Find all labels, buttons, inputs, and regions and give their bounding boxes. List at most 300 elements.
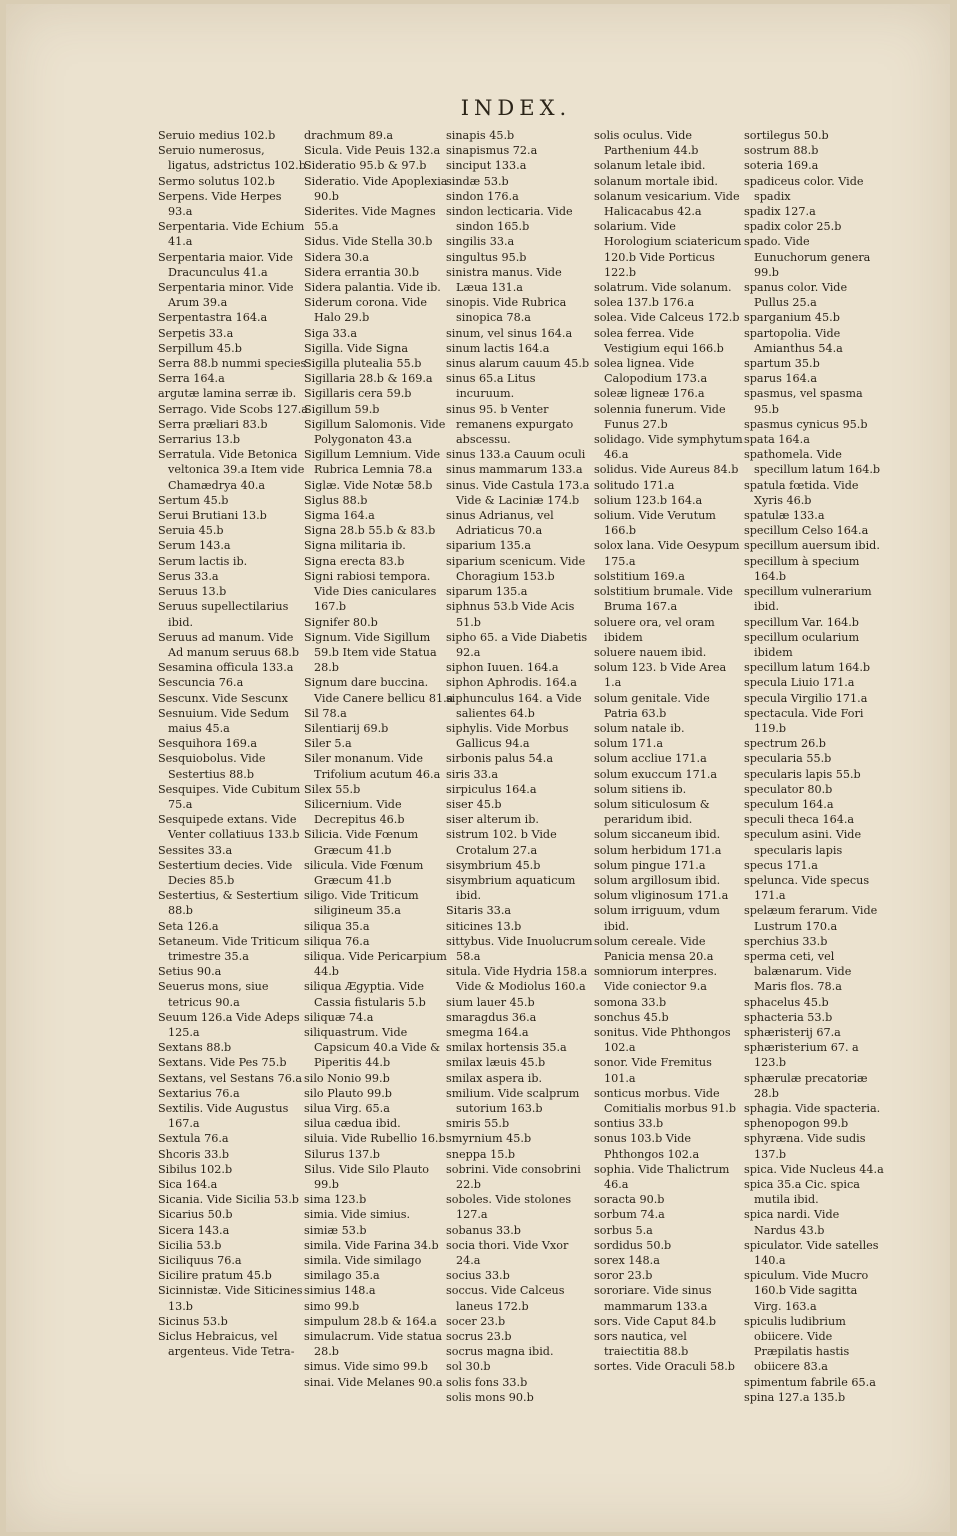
index-entry: solennia funerum. Vide Funus 27.b (594, 402, 726, 431)
index-entry: solis fons 33.b (446, 1375, 528, 1389)
index-entry: solum argillosum ibid. (594, 873, 721, 887)
index-entry: sphyræna. Vide sudis 137.b (744, 1132, 866, 1161)
index-entry: sinciput 133.a (446, 159, 527, 173)
index-entry: siser alterum ib. (446, 813, 539, 827)
index-entry: solanum letale ibid. (594, 159, 706, 173)
index-entry: sobrini. Vide consobrini 22.b (446, 1162, 581, 1192)
index-entry: sors nautica, vel traiectitia 88.b (594, 1330, 689, 1359)
index-entry: socia thori. Vide Vxor 24.a (446, 1238, 569, 1268)
index-entry: specillum Var. 164.b (744, 615, 859, 629)
index-entry: sinai. Vide Melanes 90.a (304, 1375, 443, 1389)
index-entry: sperma ceti, vel balænarum. Vide Maris flos. 78.a (744, 949, 852, 994)
index-entry: siparum 135.a (446, 585, 528, 599)
index-entry: siparium scenicum. Vide Choragium 153.b (446, 554, 586, 583)
index-entry: sorbus 5.a (594, 1223, 653, 1237)
index-entry: Sicinus 53.b (158, 1314, 228, 1328)
index-entry: spartopolia. Vide Amianthus 54.a (744, 326, 843, 355)
index-entry: sima 123.b (304, 1193, 367, 1207)
index-entry: solstitium 169.a (594, 569, 685, 583)
index-entry: solum pingue 171.a (594, 858, 706, 872)
index-entry: Serum 143.a (158, 539, 231, 553)
index-entry: siphnus 53.b Vide Acis 51.b (446, 600, 575, 629)
index-entry: sororiare. Vide sinus mammarum 133.a (594, 1284, 712, 1313)
index-entry: spartum 35.b (744, 357, 820, 371)
index-entry: drachmum 89.a (304, 129, 394, 142)
index-entry: simiæ 53.b (304, 1223, 367, 1237)
index-entry: spica nardi. Vide Nardus 43.b (744, 1208, 840, 1237)
index-entry: sphærulæ precatoriæ 28.b (744, 1071, 868, 1100)
index-entry: Sigillum 59.b (304, 402, 380, 416)
index-entry: Siciliquus 76.a (158, 1254, 242, 1268)
index-entry: sinapismus 72.a (446, 144, 538, 158)
index-entry: Siler monanum. Vide Trifolium acutum 46.a (304, 752, 441, 781)
index-entry: sistrum 102. b Vide Crotalum 27.a (446, 828, 557, 857)
index-entry: Sideratio. Vide Apoplexia 90.b (304, 174, 448, 203)
index-entry: somona 33.b (594, 995, 667, 1009)
index-entry: sium lauer 45.b (446, 995, 535, 1009)
index-entry: solum siccaneum ibid. (594, 828, 721, 842)
index-entry: Sessites 33.a (158, 843, 233, 857)
index-entry: Setaneum. Vide Triticum trimestre 35.a (158, 934, 300, 963)
index-entry: Sigillaris cera 59.b (304, 387, 412, 401)
index-entry: spectrum 26.b (744, 737, 826, 751)
index-entry: siphon Iuuen. 164.a (446, 661, 559, 675)
index-entry: Signifer 80.b (304, 615, 378, 629)
index-entry: silo Nonio 99.b (304, 1071, 390, 1085)
index-entry: Sesquipes. Vide Cubitum 75.a (158, 782, 301, 811)
index-entry: spelunca. Vide specus 171.a (744, 873, 870, 903)
index-entry: similago 35.a (304, 1269, 380, 1283)
index-entry: Seta 126.a (158, 919, 219, 933)
index-entry: sinus 65.a Litus incuruum. (446, 372, 536, 401)
index-entry: specillum vulnerarium ibid. (744, 585, 872, 614)
index-entry: silua Virg. 65.a (304, 1102, 390, 1115)
index-entry: sonitus. Vide Phthongos 102.a (594, 1025, 731, 1055)
index-entry: smilax aspera ib. (446, 1071, 543, 1085)
book-page (6, 4, 950, 1532)
index-entry: Sestertius, & Sestertium 88.b (158, 889, 299, 918)
index-entry: soluere ora, vel oram ibidem (594, 615, 715, 644)
index-entry: speculi theca 164.a (744, 813, 855, 827)
index-entry: sperchius 33.b (744, 934, 828, 948)
index-entry: socius 33.b (446, 1269, 510, 1283)
index-entry: simila. Vide Farina 34.b (304, 1238, 439, 1252)
index-entry: Sextans. Vide Pes 75.b (158, 1056, 287, 1070)
index-entry: Silus. Vide Silo Plauto 99.b (304, 1162, 430, 1192)
index-entry: Serra 164.a (158, 372, 225, 386)
index-entry: sphacelus 45.b (744, 995, 829, 1009)
index-entry: solum 171.a (594, 737, 664, 751)
index-entry: speculum asini. Vide specularis lapis (744, 828, 862, 857)
index-entry: spasmus cynicus 95.b (744, 417, 868, 431)
index-entry: Sicera 143.a (158, 1223, 230, 1237)
index-entry: sinus 95. b Venter remanens expurgato abscessu. (446, 402, 574, 447)
index-entry: Seuerus mons, siue tetricus 90.a (158, 980, 269, 1009)
index-entry: siphon Aphrodis. 164.a (446, 676, 577, 690)
index-entry: Sextilis. Vide Augustus 167.a (158, 1102, 289, 1131)
index-entry: spanus color. Vide Pullus 25.a (744, 281, 848, 310)
index-entry: Serpentaria maior. Vide Dracunculus 41.a (158, 250, 294, 279)
index-entry: Shcoris 33.b (158, 1147, 230, 1161)
index-entry: socrus magna ibid. (446, 1345, 554, 1359)
index-entry: solea 137.b 176.a (594, 296, 695, 310)
index-entry: solum 123. b Vide Area 1.a (594, 661, 727, 690)
index-entry: smyrnium 45.b (446, 1132, 532, 1146)
index-entry: Sideratio 95.b & 97.b (304, 159, 427, 173)
index-entry: Sigillum Lemnium. Vide Rubrica Lemnia 78.a (304, 448, 441, 477)
index-column-1 (158, 128, 308, 1359)
index-entry: solis mons 90.b (446, 1390, 534, 1404)
index-entry: Sextarius 76.a (158, 1086, 240, 1100)
index-entry: Sidera errantia 30.b (304, 265, 420, 279)
index-entry: solum natale ib. (594, 721, 685, 735)
index-entry: spectacula. Vide Fori 119.b (744, 706, 864, 735)
index-entry: siphylis. Vide Morbus Gallicus 94.a (446, 721, 569, 751)
index-entry: Sesquiobolus. Vide Sestertius 88.b (158, 752, 266, 781)
index-entry: sinus mammarum 133.a (446, 463, 583, 477)
index-entry: sortilegus 50.b (744, 129, 829, 142)
index-entry: solum vliginosum 171.a (594, 889, 729, 903)
index-entry: Seruio numerosus, ligatus, adstrictus 102.b (158, 144, 306, 173)
index-entry: soracta 90.b (594, 1193, 665, 1207)
index-entry: siliqua 76.a (304, 934, 370, 948)
index-entry: spiculator. Vide satelles 140.a (744, 1238, 879, 1268)
index-entry: sisymbrium 45.b (446, 858, 541, 872)
index-entry: sphenopogon 99.b (744, 1117, 849, 1131)
index-entry: Signum dare buccina. Vide Canere bellicu 81.a (304, 676, 454, 705)
index-entry: Seruus ad manum. Vide Ad manum seruus 68.b (158, 630, 300, 659)
index-entry: spadix color 25.b (744, 220, 842, 234)
index-entry: specillum à specium 164.b (744, 554, 860, 583)
index-entry: solum accliue 171.a (594, 752, 707, 766)
index-entry: Sigilla plutealia 55.b (304, 357, 422, 371)
index-entry: Sicilia 53.b (158, 1238, 222, 1252)
index-entry: Sidera 30.a (304, 250, 370, 264)
index-entry: Sesquipede extans. Vide Venter collatiuus 133.b (158, 813, 300, 842)
index-entry: silo Plauto 99.b (304, 1086, 392, 1100)
index-entry: Sermo solutus 102.b (158, 174, 275, 188)
index-entry: Sicinnistæ. Vide Siticines 13.b (158, 1284, 303, 1313)
index-entry: Sidus. Vide Stella 30.b (304, 235, 433, 249)
index-entry: spiculis ludibrium obiicere. Vide Præpilatis hastis obiicere 83.a (744, 1314, 850, 1374)
index-entry: siliquastrum. Vide Capsicum 40.a Vide & Piperitis 44.b (304, 1025, 441, 1070)
index-entry: solis oculus. Vide Parthenium 44.b (594, 129, 699, 158)
index-entry: Sesquihora 169.a (158, 737, 258, 751)
index-entry: sinum, vel sinus 164.a (446, 326, 573, 340)
index-entry: Signa erecta 83.b (304, 554, 405, 568)
index-entry: sinum lactis 164.a (446, 341, 550, 355)
index-entry: Sertum 45.b (158, 493, 229, 507)
index-entry: Serpens. Vide Herpes 93.a (158, 189, 282, 219)
index-entry: siticines 13.b (446, 919, 522, 933)
index-entry: solanum vesicarium. Vide Halicacabus 42.a (594, 189, 740, 219)
index-entry: Silentiarij 69.b (304, 721, 389, 735)
index-entry: simila. Vide similago (304, 1254, 422, 1268)
index-entry: siluia. Vide Rubellio 16.b (304, 1132, 446, 1146)
index-entry: Serra 88.b nummi species (158, 357, 307, 371)
index-entry: smaragdus 36.a (446, 1010, 537, 1024)
index-entry: siliqua Ægyptia. Vide Cassia fistularis 5.b (304, 980, 426, 1009)
index-entry: spadiceus color. Vide spadix (744, 174, 864, 203)
index-entry: Sextans 88.b (158, 1041, 232, 1055)
index-entry: singilis 33.a (446, 235, 515, 249)
index-column-3 (446, 128, 596, 1405)
index-entry: simius 148.a (304, 1284, 376, 1298)
index-entry: situla. Vide Hydria 158.a Vide & Modiolus 160.a (446, 965, 588, 994)
index-entry: Sibilus 102.b (158, 1162, 233, 1176)
index-entry: spiculum. Vide Mucro 160.b Vide sagitta Virg. 163.a (744, 1269, 869, 1313)
index-entry: sittybus. Vide Inuolucrum 58.a (446, 934, 593, 963)
index-entry: solitudo 171.a (594, 478, 675, 492)
index-entry: Serrago. Vide Scobs 127.a (158, 402, 308, 416)
index-entry: Serpillum 45.b (158, 341, 242, 355)
index-entry: sonor. Vide Fremitus 101.a (594, 1056, 712, 1085)
index-entry: Sicania. Vide Sicilia 53.b (158, 1193, 299, 1207)
index-entry: Sextula 76.a (158, 1132, 229, 1146)
index-entry: solum sitiens ib. (594, 782, 687, 796)
index-entry: Signum. Vide Sigillum 59.b Item vide Statua 28.b (304, 630, 437, 675)
index-entry: sirpiculus 164.a (446, 782, 537, 796)
index-entry: Sicarius 50.b (158, 1208, 233, 1222)
index-entry: soccus. Vide Calceus laneus 172.b (446, 1284, 565, 1313)
index-entry: sobanus 33.b (446, 1223, 521, 1237)
index-entry: spadix 127.a (744, 205, 816, 219)
index-entry: Siglus 88.b (304, 493, 368, 507)
index-entry: sinopis. Vide Rubrica sinopica 78.a (446, 296, 567, 325)
index-entry: Sigillaria 28.b & 169.a (304, 372, 433, 386)
index-entry: Serus 33.a (158, 569, 219, 583)
index-entry: soteria 169.a (744, 159, 819, 173)
index-entry: somniorum interpres. Vide coniector 9.a (594, 965, 717, 994)
index-entry: sostrum 88.b (744, 144, 819, 158)
index-entry: siligo. Vide Triticum siligineum 35.a (304, 889, 419, 918)
index-entry: solidus. Vide Aureus 84.b (594, 463, 739, 477)
index-entry: smilax læuis 45.b (446, 1056, 546, 1070)
index-entry: solum genitale. Vide Patria 63.b (594, 691, 710, 720)
index-entry: specularia 55.b (744, 752, 832, 766)
index-entry: spimentum fabrile 65.a (744, 1375, 876, 1389)
index-entry: sinus alarum cauum 45.b (446, 357, 590, 371)
index-entry: sipho 65. a Vide Diabetis 92.a (446, 630, 588, 659)
index-entry: silua cædua ibid. (304, 1117, 401, 1131)
index-entry: Signa militaria ib. (304, 539, 406, 553)
index-entry: simulacrum. Vide statua 28.b (304, 1330, 442, 1359)
index-entry: sphacteria 53.b (744, 1010, 833, 1024)
index-entry: siparium 135.a (446, 539, 532, 553)
index-entry: solium. Vide Verutum 166.b (594, 509, 716, 538)
index-entry: sonticus morbus. Vide Comitialis morbus 91.b (594, 1086, 736, 1115)
index-entry: sisymbrium aquaticum ibid. (446, 873, 576, 903)
index-entry: solea ferrea. Vide Vestigium equi 166.b (594, 326, 724, 355)
index-entry: simpulum 28.b & 164.a (304, 1314, 437, 1328)
index-entry: sindæ 53.b (446, 174, 509, 188)
index-entry: solox lana. Vide Oesypum 175.a (594, 539, 740, 568)
index-entry: Sigma 164.a (304, 509, 375, 523)
index-entry: Siderites. Vide Magnes 55.a (304, 205, 436, 234)
index-entry: siris 33.a (446, 767, 499, 781)
index-entry: Serpetis 33.a (158, 326, 234, 340)
index-entry: spatulæ 133.a (744, 509, 825, 523)
index-entry: sphagia. Vide spacteria. (744, 1102, 881, 1115)
index-entry: Sicula. Vide Peuis 132.a (304, 144, 441, 158)
index-entry: socer 23.b (446, 1314, 506, 1328)
index-column-4 (594, 128, 744, 1375)
index-entry: sorex 148.a (594, 1254, 660, 1268)
index-entry: sinus 133.a Cauum oculi (446, 448, 586, 462)
index-entry: sneppa 15.b (446, 1147, 516, 1161)
index-entry: specus 171.a (744, 858, 818, 872)
index-entry: Seuum 126.a Vide Adeps 125.a (158, 1010, 300, 1039)
index-entry: sinistra manus. Vide Læua 131.a (446, 265, 562, 295)
index-entry: Siga 33.a (304, 326, 358, 340)
index-entry: solatrum. Vide solanum. (594, 281, 732, 295)
index-entry: Sicilire pratum 45.b (158, 1269, 272, 1283)
index-entry: sirbonis palus 54.a (446, 752, 554, 766)
index-entry: sinus Adrianus, vel Adriaticus 70.a (446, 509, 554, 538)
index-entry: Sescuncia 76.a (158, 676, 244, 690)
index-entry: socrus 23.b (446, 1330, 512, 1344)
index-entry: Siler 5.a (304, 737, 352, 751)
index-entry: Siderum corona. Vide Halo 29.b (304, 296, 428, 325)
index-entry: Serui Brutiani 13.b (158, 509, 267, 523)
index-entry: Sescunx. Vide Sescunx (158, 691, 288, 705)
index-entry: siphunculus 164. a Vide salientes 64.b (446, 691, 582, 720)
index-entry: siliqua. Vide Pericarpium 44.b (304, 949, 447, 979)
index-entry: spasmus, vel spasma 95.b (744, 387, 863, 416)
index-entry: soleæ ligneæ 176.a (594, 387, 705, 401)
index-entry: Sesamina officula 133.a (158, 661, 294, 675)
index-entry: Serpentastra 164.a (158, 311, 268, 325)
index-entry: sophia. Vide Thalictrum 46.a (594, 1162, 730, 1192)
index-entry: Serpentaria minor. Vide Arum 39.a (158, 281, 294, 310)
index-entry: simus. Vide simo 99.b (304, 1360, 428, 1374)
index-entry: solstitium brumale. Vide Bruma 167.a (594, 585, 733, 614)
index-entry: sparus 164.a (744, 372, 818, 386)
index-entry: Signi rabiosi tempora. Vide Dies caniculares 167.b (304, 569, 437, 614)
index-entry: Serra præliari 83.b (158, 417, 268, 431)
index-entry: sphæristerium 67. a 123.b (744, 1041, 859, 1070)
index-entry: sinus. Vide Castula 173.a Vide & Laciniæ 174.b (446, 478, 590, 507)
index-entry: spata 164.a (744, 433, 810, 447)
index-entry: smilax hortensis 35.a (446, 1041, 567, 1055)
index-entry: sonus 103.b Vide Phthongos 102.a (594, 1132, 700, 1161)
index-entry: sinapis 45.b (446, 129, 515, 142)
index-entry: Seruus 13.b (158, 585, 227, 599)
index-entry: Siclus Hebraicus, vel argenteus. Vide Tetra- (158, 1330, 295, 1359)
index-entry: spica 35.a Cic. spica mutila ibid. (744, 1178, 860, 1207)
index-entry: Signa 28.b 55.b & 83.b (304, 524, 436, 538)
index-entry: Serpentaria. Vide Echium 41.a (158, 220, 305, 249)
index-entry: Silex 55.b (304, 782, 361, 796)
index-entry: spathomela. Vide specillum latum 164.b (744, 448, 881, 477)
index-entry: Sesnuium. Vide Sedum maius 45.a (158, 706, 289, 735)
index-entry: Sitaris 33.a (446, 904, 512, 918)
index-entry: Sigillum Salomonis. Vide Polygonaton 43.a (304, 417, 446, 447)
index-entry: sors. Vide Caput 84.b (594, 1314, 717, 1328)
index-entry: siser 45.b (446, 797, 502, 811)
index-entry: solum exuccum 171.a (594, 767, 718, 781)
index-entry: Serrarius 13.b (158, 433, 241, 447)
index-entry: argutæ lamina serræ ib. (158, 387, 297, 401)
index-entry: Sextans, vel Sestans 76.a (158, 1071, 303, 1085)
index-entry: simo 99.b (304, 1299, 360, 1313)
index-entry: singultus 95.b (446, 250, 527, 264)
index-entry: soluere nauem ibid. (594, 645, 707, 659)
index-entry: speculator 80.b (744, 782, 833, 796)
index-entry: sortes. Vide Oraculi 58.b (594, 1360, 735, 1374)
index-entry: spelæum ferarum. Vide Lustrum 170.a (744, 904, 878, 933)
index-entry: solum siticulosum & peraridum ibid. (594, 797, 710, 827)
index-entry: sorbum 74.a (594, 1208, 665, 1222)
index-entry: solium 123.b 164.a (594, 493, 703, 507)
index-entry: sphæristerij 67.a (744, 1025, 841, 1039)
index-entry: spina 127.a 135.b (744, 1390, 846, 1404)
index-entry: Sigilla. Vide Signa (304, 341, 408, 355)
index-entry: Siglæ. Vide Notæ 58.b (304, 478, 433, 492)
index-entry: specula Virgilio 171.a (744, 691, 868, 705)
index-entry: specillum auersum ibid. (744, 539, 880, 553)
index-entry: Seruia 45.b (158, 524, 224, 538)
index-entry: specula Liuio 171.a (744, 676, 855, 690)
index-entry: specularis lapis 55.b (744, 767, 861, 781)
index-entry: solum cereale. Vide Panicia mensa 20.a (594, 934, 714, 963)
index-entry: sontius 33.b (594, 1117, 664, 1131)
index-entry: spatula fœtida. Vide Xyris 46.b (744, 478, 859, 507)
page-title: INDEX. (460, 96, 572, 120)
index-entry: spado. Vide Eunuchorum genera 99.b (744, 235, 871, 279)
index-entry: siliquæ 74.a (304, 1010, 374, 1024)
index-entry: sindon lecticaria. Vide sindon 165.b (446, 205, 573, 234)
index-entry: speculum 164.a (744, 797, 834, 811)
index-entry: sindon 176.a (446, 189, 519, 203)
index-entry: Seruio medius 102.b (158, 129, 276, 142)
index-entry: smegma 164.a (446, 1025, 529, 1039)
index-entry: solum herbidum 171.a (594, 843, 722, 857)
index-entry: Serratula. Vide Betonica veltonica 39.a Item vide Chamædrya 40.a (158, 448, 305, 492)
index-column-2 (304, 128, 454, 1390)
index-entry: smilium. Vide scalprum sutorium 163.b (446, 1086, 580, 1115)
index-entry: sparganium 45.b (744, 311, 840, 325)
index-entry: Sica 164.a (158, 1178, 218, 1192)
index-entry: Sidera palantia. Vide ib. (304, 281, 441, 295)
index-entry: Serum lactis ib. (158, 554, 248, 568)
index-entry: Setius 90.a (158, 965, 222, 979)
index-entry: solidago. Vide symphytum 46.a (594, 433, 743, 462)
index-column-5 (744, 128, 884, 1405)
index-entry: specillum Celso 164.a (744, 524, 869, 538)
index-entry: Sil 78.a (304, 706, 347, 720)
index-entry: solea. Vide Calceus 172.b (594, 311, 740, 325)
index-entry: soror 23.b (594, 1269, 653, 1283)
index-entry: solarium. Vide Horologium sciatericum 120.b Vide Porticus 122.b (594, 220, 742, 279)
index-entry: Silicernium. Vide Decrepitus 46.b (304, 797, 405, 827)
index-entry: soboles. Vide stolones 127.a (446, 1193, 572, 1222)
index-entry: Sestertium decies. Vide Decies 85.b (158, 858, 293, 887)
index-entry: sonchus 45.b (594, 1010, 669, 1024)
index-entry: solum irriguum, vdum ibid. (594, 904, 720, 933)
index-entry: specillum ocularium ibidem (744, 630, 860, 659)
index-entry: Silicia. Vide Fœnum Græcum 41.b (304, 828, 419, 857)
index-entry: sordidus 50.b (594, 1238, 672, 1252)
index-entry: siliqua 35.a (304, 919, 370, 933)
index-entry: silicula. Vide Fœnum Græcum 41.b (304, 858, 424, 887)
index-entry: smiris 55.b (446, 1117, 510, 1131)
index-entry: Seruus supellectilarius ibid. (158, 600, 289, 629)
index-entry: solanum mortale ibid. (594, 174, 718, 188)
index-entry: solea lignea. Vide Calopodium 173.a (594, 357, 708, 386)
index-entry: Silurus 137.b (304, 1147, 380, 1161)
index-entry: spica. Vide Nucleus 44.a (744, 1162, 884, 1176)
